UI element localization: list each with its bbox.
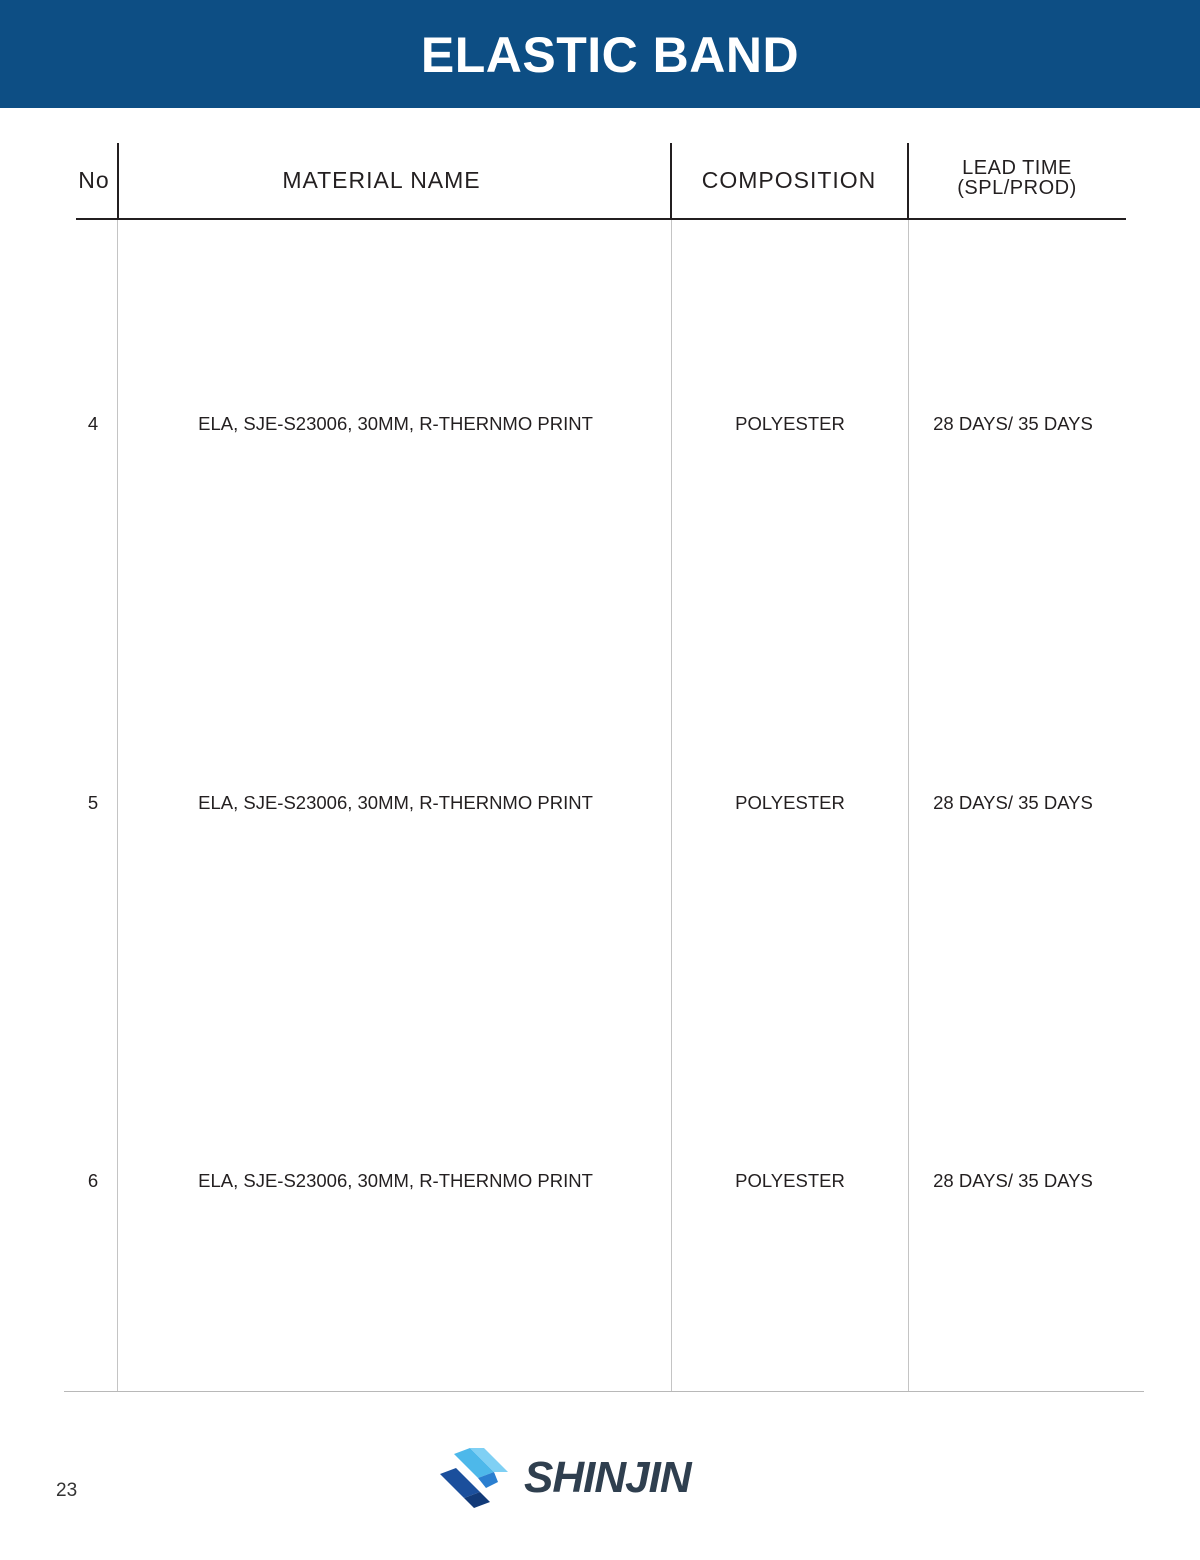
row-lead-time: 28 DAYS/ 35 DAYS (933, 1170, 1093, 1191)
shinjin-logo-icon (440, 1448, 512, 1510)
header-rule (76, 218, 1126, 220)
row-material-name: ELA, SJE-S23006, 30MM, R-THERNMO PRINT (198, 1170, 593, 1191)
column-header-material-name: MATERIAL NAME (282, 167, 481, 193)
row-composition: POLYESTER (735, 792, 845, 813)
brand-wordmark: SHINJIN (524, 1453, 691, 1502)
column-header-composition: COMPOSITION (701, 167, 877, 193)
row-material-name: ELA, SJE-S23006, 30MM, R-THERNMO PRINT (198, 792, 593, 813)
row-no: 4 (87, 413, 99, 434)
table-bottom-rule (64, 1391, 1144, 1392)
row-material-name: ELA, SJE-S23006, 30MM, R-THERNMO PRINT (198, 413, 593, 434)
column-header-lead-time-line2: (SPL/PROD) (957, 177, 1077, 199)
page-number: 23 (56, 1480, 78, 1501)
row-lead-time: 28 DAYS/ 35 DAYS (933, 792, 1093, 813)
column-header-lead-time (909, 158, 1125, 198)
row-no: 6 (87, 1170, 99, 1191)
row-composition: POLYESTER (735, 1170, 845, 1191)
row-composition: POLYESTER (735, 413, 845, 434)
row-lead-time: 28 DAYS/ 35 DAYS (933, 413, 1093, 434)
column-header-no: No (78, 167, 110, 193)
column-header-lead-time-line1: LEAD TIME (962, 157, 1072, 179)
row-no: 5 (87, 792, 99, 813)
page-title: ELASTIC BAND (420, 27, 800, 83)
